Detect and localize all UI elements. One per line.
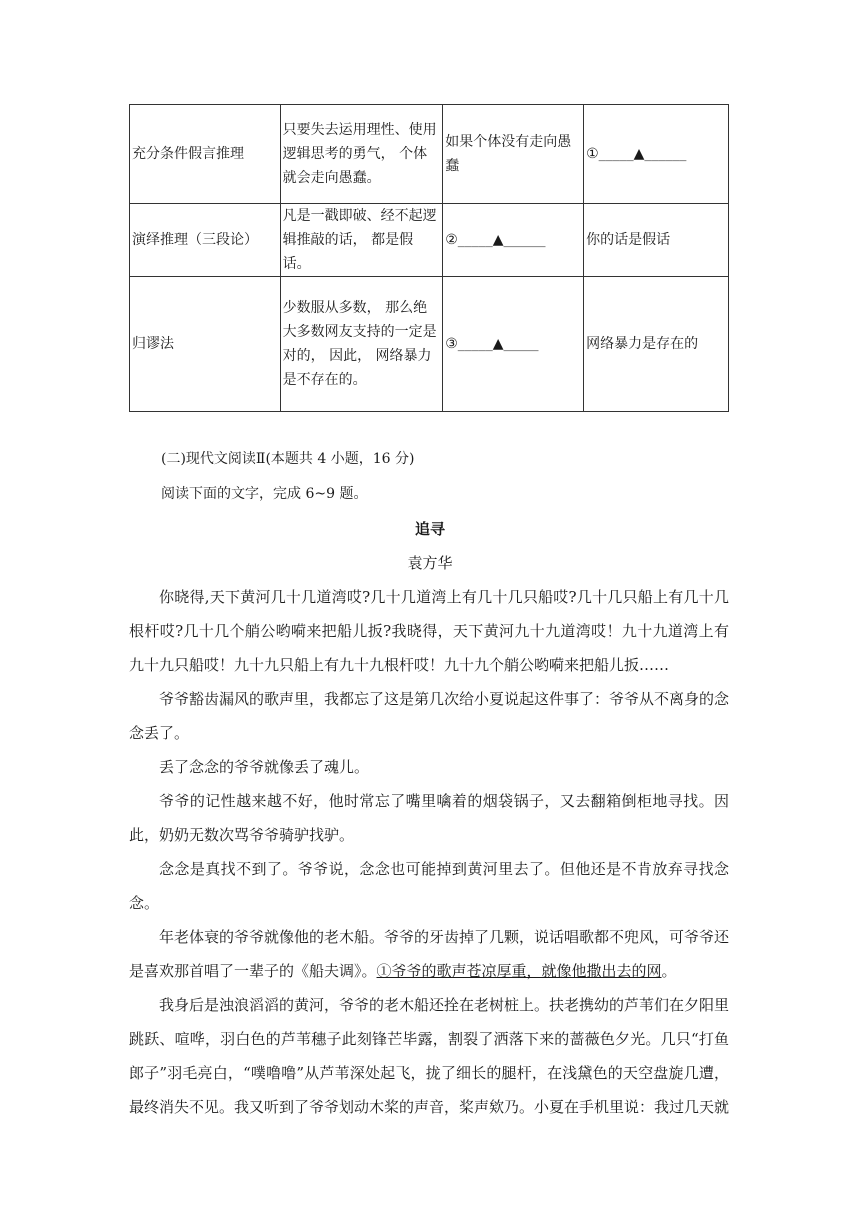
premise-cell: 少数服从多数， 那么绝大多数网友支持的一定是对的， 因此， 网络暴力是不存在的。 [280,277,443,412]
table-row [130,105,729,204]
paragraph-end: 。 [661,962,677,980]
paragraph: 爷爷的记性越来越不好，他时常忘了嘴里噙着的烟袋锅子，又去翻箱倒柜地寻找。因此，奶奶无数次骂爷爷骑驴找驴。 [129,792,729,844]
table-row [130,204,729,277]
paragraph: 你晓得,天下黄河几十几道湾哎?几十几道湾上有几十几只船哎?几十几只船上有几十几根杆哎?几十几个艄公哟嗬来把船儿扳?我晓得，天下黄河九十九道湾哎！九十九道湾上有九十九只船哎！九十九只船上有九十九根杆哎！九十九个艄公哟嗬来把船儿扳…… [129,588,729,674]
paragraph: 念念是真找不到了。爷爷说，念念也可能掉到黄河里去了。但他还是不肯放弃寻找念念。 [129,860,729,912]
premise-cell: 凡是一戳即破、经不起逻辑推敲的话， 都是假话。 [280,204,443,277]
reasoning-method-cell: 演绎推理（三段论） [130,204,281,277]
paragraph: 爷爷豁齿漏风的歌声里，我都忘了这是第几次给小夏说起这件事了：爷爷从不离身的念念丢了。 [129,690,730,742]
premise-cell: 只要失去运用理性、使用逻辑思考的勇气， 个体就会走向愚蠢。 [280,105,443,204]
paragraph: 丢了念念的爷爷就像丢了魂儿。 [159,758,370,776]
minor-premise-blank-cell: ②_____▲______ [443,204,584,277]
logic-reasoning-table [129,104,729,412]
conclusion-cell: 你的话是假话 [584,204,729,277]
table-row [130,277,729,412]
paragraph [129,920,729,988]
paragraph-text: 年老体衰的爷爷就像他的老木船。爷爷的牙齿掉了几颗，说话唱歌都不兜风，可爷爷还是喜欢那首唱了一辈子的《船夫调》。 [129,928,730,980]
reasoning-method-cell: 归谬法 [130,277,281,412]
minor-premise-cell: 如果个体没有走向愚蠢 [443,105,584,204]
section-heading: (二)现代文阅读Ⅱ(本题共 4 小题，16 分) [161,451,415,467]
section-instruction: 阅读下面的文字，完成 6~9 题。 [161,486,368,502]
paragraph: 我身后是浊浪滔滔的黄河，爷爷的老木船还拴在老树桩上。扶老携幼的芦苇们在夕阳里跳跃、喧哗，羽白色的芦苇穗子此刻锋芒毕露，割裂了洒落下来的蔷薇色夕光。几只“打鱼郎子”羽毛亮白，“噗噜噜”从芦苇深处起飞，拢了细长的腿杆，在浅黛色的天空盘旋几遭，最终消失不见。我又听到了爷爷划动木桨的声音，桨声欸乃。小夏在手机里说：我过几天就 [129,996,730,1116]
article-author: 袁方华 [407,554,453,572]
article-body [129,580,729,1124]
article-title: 追寻 [414,520,445,538]
conclusion-cell: 网络暴力是存在的 [584,277,729,412]
conclusion-blank-cell: ①_____▲______ [584,105,729,204]
minor-premise-blank-cell: ③_____▲_____ [443,277,584,412]
reasoning-method-cell: 充分条件假言推理 [130,105,281,204]
underlined-sentence: ①爷爷的歌声苍凉厚重，就像他撒出去的网 [376,962,662,980]
